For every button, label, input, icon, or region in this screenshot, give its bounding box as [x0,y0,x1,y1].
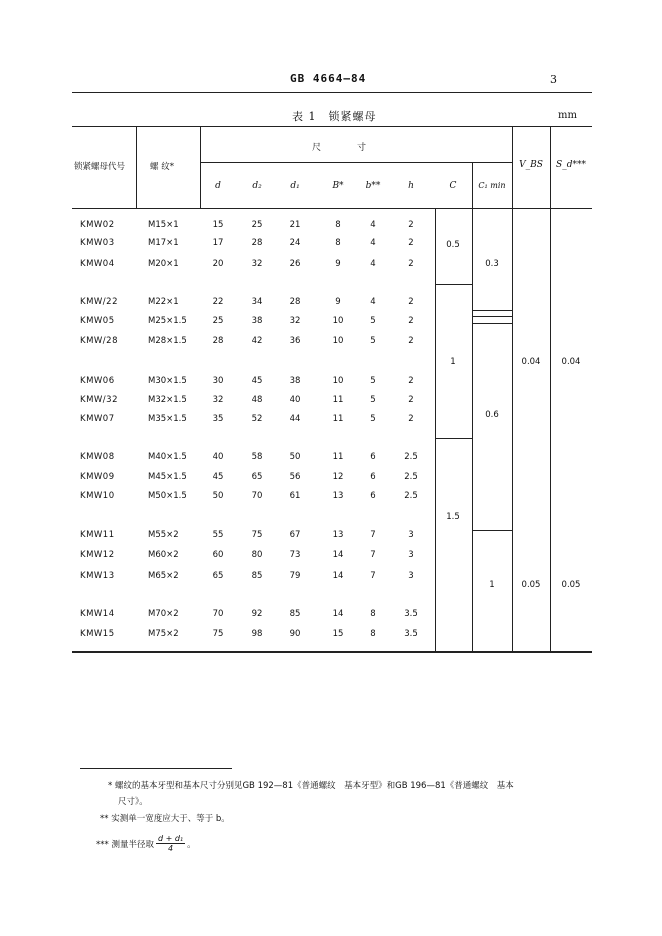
unit-label: mm [558,110,577,121]
cell-d1: 21 [289,220,301,230]
footnote-2: ** 实测单一宽度应大于、等于 b。 [100,814,230,824]
cell-code: KMW07 [80,414,115,424]
header-h: h [408,181,414,191]
standard-number: GB 4664—84 [290,72,367,85]
cell-d1: 40 [289,395,301,405]
cell-d1: 50 [289,452,301,462]
cell-b: 7 [370,571,376,581]
cell-h: 3 [408,530,414,540]
cell-code: KMW12 [80,550,115,560]
cell-b: 4 [370,220,376,230]
cell-d1: 61 [289,491,301,501]
cell-b: 8 [370,629,376,639]
col-sep-c [435,208,436,651]
cell-code: KMW05 [80,316,115,326]
cell-h: 3 [408,550,414,560]
cell-h: 2 [408,376,414,386]
cell-thread: M60×2 [148,550,179,560]
cell-h: 2 [408,316,414,326]
cell-d1: 28 [289,297,301,307]
cell-thread: M70×2 [148,609,179,619]
cell-d: 28 [212,336,224,346]
cell-b: 7 [370,530,376,540]
cell-code: KMW14 [80,609,115,619]
cell-h: 2 [408,336,414,346]
cell-b: 5 [370,316,376,326]
cell-d2: 92 [251,609,263,619]
cell-h: 2 [408,297,414,307]
header-bottom-rule [72,208,592,209]
col-sep-thread [200,126,201,208]
cell-d: 60 [212,550,224,560]
cell-d1: 56 [289,472,301,482]
header-C: C [449,181,457,191]
cell-code: KMW09 [80,472,115,482]
footnote-3 [96,834,196,853]
cell-h: 2.5 [404,491,418,501]
cell-d2: 48 [251,395,263,405]
cell-d2: 98 [251,629,263,639]
cell-b: 6 [370,491,376,501]
header-d1: d₁ [290,181,300,191]
cell-thread: M30×1.5 [148,376,187,386]
cell-d: 20 [212,259,224,269]
cell-b: 4 [370,259,376,269]
col-sep-vbs [512,126,513,651]
col-sep-sd [550,126,551,651]
cell-code: KMW11 [80,530,115,540]
cell-d1: 24 [289,238,301,248]
cell-d: 22 [212,297,224,307]
cell-b: 6 [370,452,376,462]
header-d2: d₂ [252,181,262,191]
cell-code: KMW/28 [80,336,118,346]
cell-h: 3.5 [404,629,418,639]
cell-code: KMW03 [80,238,115,248]
footnote-3-suffix: 。 [187,839,196,850]
fraction-denominator: 4 [167,844,174,853]
cell-B: 11 [332,452,344,462]
table-title: 表 1 锁紧螺母 [292,110,377,123]
cell-h: 2.5 [404,472,418,482]
header-Vbs: V_BS [519,160,543,170]
cell-code: KMW13 [80,571,115,581]
footnote-3-prefix: *** 测量半径取 [96,839,154,850]
cell-d: 40 [212,452,224,462]
cell-code: KMW02 [80,220,115,230]
cell-thread: M15×1 [148,220,179,230]
vbs-value-group-1: 0.04 [521,357,541,367]
header-thread: 螺 纹* [150,162,174,172]
cell-B: 11 [332,414,344,424]
cell-h: 3 [408,571,414,581]
cell-b: 4 [370,297,376,307]
cell-B: 10 [332,316,344,326]
cell-B: 14 [332,550,344,560]
c1-value-group-2: 0.6 [485,410,499,420]
c-value-group-1: 0.5 [446,240,460,250]
cell-b: 5 [370,336,376,346]
cell-thread: M28×1.5 [148,336,187,346]
cell-d2: 25 [251,220,263,230]
cell-B: 8 [335,238,341,248]
cell-d2: 45 [251,376,263,386]
cell-d: 45 [212,472,224,482]
cell-b: 8 [370,609,376,619]
sd-value-group-1: 0.04 [561,357,581,367]
cell-d: 55 [212,530,224,540]
cell-d2: 85 [251,571,263,581]
c-value-group-3: 1.5 [446,512,460,522]
cell-d1: 32 [289,316,301,326]
cell-B: 11 [332,395,344,405]
header-dimensions: 尺 寸 [312,143,367,153]
cell-d1: 85 [289,609,301,619]
footnote-1-line-2: 尺寸》。 [118,797,148,807]
col-sep-c1 [472,208,473,651]
cell-code: KMW06 [80,376,115,386]
cell-d1: 36 [289,336,301,346]
cell-d2: 32 [251,259,263,269]
cell-B: 8 [335,220,341,230]
cell-d: 65 [212,571,224,581]
cell-thread: M65×2 [148,571,179,581]
cell-code: KMW10 [80,491,115,501]
cell-h: 2 [408,220,414,230]
cell-d: 25 [212,316,224,326]
cell-code: KMW08 [80,452,115,462]
cell-b: 5 [370,376,376,386]
cell-h: 2 [408,414,414,424]
sd-value-group-2: 0.05 [561,580,581,590]
cell-code: KMW15 [80,629,115,639]
cell-d: 50 [212,491,224,501]
c1-value-group-3: 1 [489,580,495,590]
cell-code: KMW/32 [80,395,118,405]
c-value-group-2: 1 [450,357,456,367]
cell-d2: 80 [251,550,263,560]
cell-thread: M25×1.5 [148,316,187,326]
footnote-rule [80,768,232,769]
header-B: B* [332,181,344,191]
cell-d2: 42 [251,336,263,346]
cell-thread: M20×1 [148,259,179,269]
cell-d: 15 [212,220,224,230]
cell-code: KMW04 [80,259,115,269]
c1-group-rule-1c [472,323,512,324]
cell-B: 12 [332,472,344,482]
cell-d2: 75 [251,530,263,540]
measure-radius-fraction [156,834,185,853]
cell-d2: 70 [251,491,263,501]
cell-b: 4 [370,238,376,248]
cell-d: 70 [212,609,224,619]
cell-thread: M45×1.5 [148,472,187,482]
cell-h: 3.5 [404,609,418,619]
cell-d2: 58 [251,452,263,462]
cell-d2: 28 [251,238,263,248]
cell-d1: 90 [289,629,301,639]
page-number: 3 [550,73,557,86]
header-b: b** [365,181,381,191]
cell-d1: 73 [289,550,301,560]
cell-thread: M55×2 [148,530,179,540]
cell-h: 2 [408,259,414,269]
cell-d: 32 [212,395,224,405]
table-top-rule [72,126,592,127]
dims-subheader-rule [200,162,512,163]
cell-thread: M40×1.5 [148,452,187,462]
col-sep-c1-header [472,162,473,208]
cell-thread: M75×2 [148,629,179,639]
cell-B: 13 [332,491,344,501]
cell-h: 2.5 [404,452,418,462]
cell-B: 14 [332,609,344,619]
cell-thread: M32×1.5 [148,395,187,405]
cell-h: 2 [408,238,414,248]
cell-B: 9 [335,297,341,307]
cell-thread: M22×1 [148,297,179,307]
cell-B: 13 [332,530,344,540]
header-d: d [215,181,221,191]
cell-d1: 38 [289,376,301,386]
cell-code: KMW/22 [80,297,118,307]
cell-d: 17 [212,238,224,248]
header-code: 锁紧螺母代号 [74,162,126,172]
vbs-value-group-2: 0.05 [521,580,541,590]
cell-b: 5 [370,414,376,424]
c1-value-group-1: 0.3 [485,259,499,269]
cell-thread: M50×1.5 [148,491,187,501]
cell-d2: 52 [251,414,263,424]
c1-group-rule-1 [472,310,512,311]
cell-d: 35 [212,414,224,424]
cell-d2: 38 [251,316,263,326]
cell-b: 7 [370,550,376,560]
cell-B: 14 [332,571,344,581]
cell-B: 15 [332,629,344,639]
cell-d1: 67 [289,530,301,540]
cell-thread: M17×1 [148,238,179,248]
cell-d1: 44 [289,414,301,424]
c-group-rule-2 [435,438,472,439]
fraction-numerator: d + d₁ [157,834,184,843]
cell-thread: M35×1.5 [148,414,187,424]
cell-B: 10 [332,336,344,346]
header-C1min: C₁ min [478,181,506,190]
cell-d1: 79 [289,571,301,581]
cell-d2: 65 [251,472,263,482]
c1-group-rule-2 [472,530,512,531]
cell-h: 2 [408,395,414,405]
c1-group-rule-1b [472,316,512,317]
c-group-rule-1 [435,284,472,285]
header-rule [72,92,592,93]
cell-b: 6 [370,472,376,482]
cell-d: 30 [212,376,224,386]
col-sep-code [136,126,137,208]
table-bottom-rule [72,651,592,653]
header-Sd: S_d*** [556,160,586,170]
footnote-1-line-1: * 螺纹的基本牙型和基本尺寸分别见GB 192—81《普通螺纹 基本牙型》和GB 196—81《普通螺纹 基本 [108,781,514,791]
cell-B: 9 [335,259,341,269]
cell-b: 5 [370,395,376,405]
cell-d: 75 [212,629,224,639]
cell-d1: 26 [289,259,301,269]
cell-d2: 34 [251,297,263,307]
cell-B: 10 [332,376,344,386]
